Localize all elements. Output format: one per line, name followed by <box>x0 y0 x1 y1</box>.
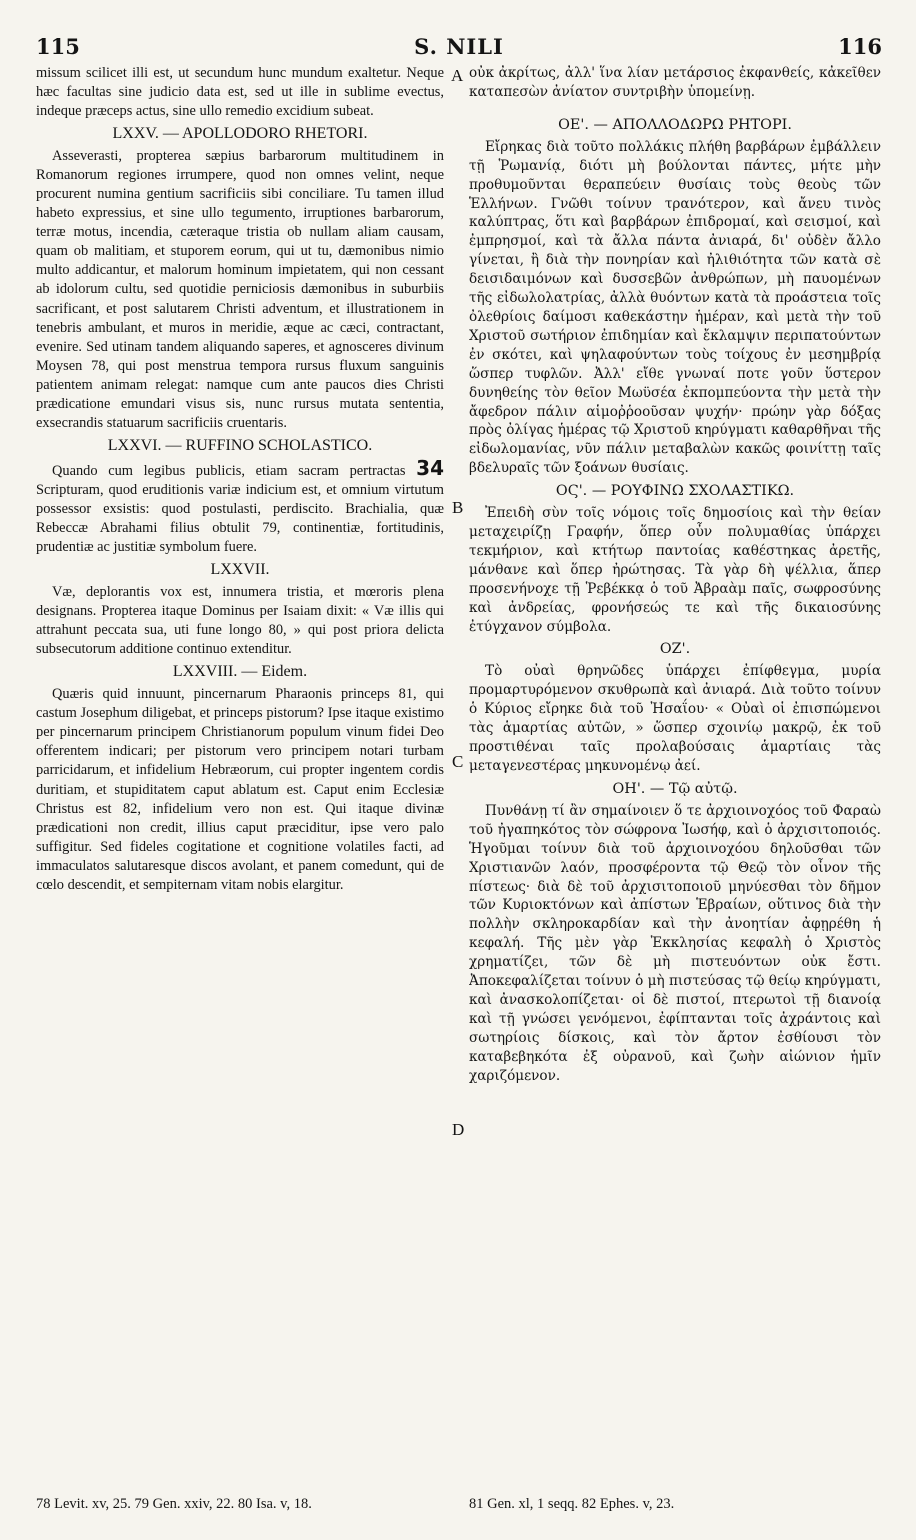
greek-heading-78: ΟΗ'. — Τῷ αὐτῷ. <box>612 780 738 797</box>
greek-heading-75: ΟΕ'. — ΑΠΟΛΛΟΔΩΡΩ ΡΗΤΟΡΙ. <box>558 116 792 133</box>
running-title: S. NILI <box>414 34 504 59</box>
latin-letter-76-b: Scripturam, quod eruditionis variæ indicium est, et omnium virtutum possessor exsistis: quod postulasti, perdiscito. Brachialia, quæ Rebeccæ Abrahami filius obtulit 79, continentiæ, fortitudinis, prudentiæ ac justitiæ symbolum fuere. <box>36 481 444 556</box>
section-marker-b: B <box>452 498 464 517</box>
latin-heading-78: LXXVIII. — Eidem. <box>172 663 308 681</box>
greek-letter-76: Ἐπειδὴ σὺν τοῖς νόμοις τοῖς δημοσίοις καὶ τὴν θείαν μεταχειρίζῃ Γραφήν, ὅπερ οὖν πολυμαθίας ὑπάρχει τεκμήριον, καὶ κτήτωρ παντοίας καθέστηκας ἀρετῆς, μάνθανε καὶ ὅπερ ἠρώτησας. Τὰ γὰρ δὴ ψέλλια, ἅπερ προσενήνοχε τῇ Ῥεβέκκᾳ ὁ τοῦ Ἀβραὰμ παῖς, σωφροσύνης καὶ ἀνδρείας, φρονήσεώς τε καὶ τῆς δικαιοσύνης ἐτύγχανον σύμβολα. <box>469 505 881 635</box>
footnotes <box>36 1496 882 1520</box>
page-number-left: 115 <box>36 34 80 59</box>
latin-column <box>36 64 444 895</box>
page-number-right: 116 <box>838 34 882 59</box>
latin-heading-77: LXXVII. <box>210 561 270 579</box>
greek-heading-77: ΟΖ'. <box>659 641 691 658</box>
latin-heading-76: LXXVI. — RUFFINO SCHOLASTICO. <box>107 436 373 454</box>
footnotes-left: 78 Levit. xv, 25. 79 Gen. xxiv, 22. 80 Isa. v, 18. <box>36 1496 312 1512</box>
latin-heading-75: LXXV. — APOLLODORO RHETORI. <box>112 125 368 143</box>
section-marker-a: A <box>451 66 464 85</box>
latin-letter-78: Quæris quid innuunt, pincernarum Pharaonis princeps 81, qui castum Josephum diligebat, et princeps pistorum? Ipse itaque existimo per pincernarum principem Christianorum populum vinum fidei Deo offerentem indicari; per pistorum vero principem notari turbam parricidarum, et infidelium Hebræorum, cui propter ingentem cordis duritiam, et stupiditatem caput ablatum est. Caput enim Ecclesiæ Christus est 82, infidelium vero non est. Qui itaque divinæ prædicationi non credit, illius caput præciditur, ipse vero palo suffigitur. Sed fideles cogitatione et cognitione volatiles facti, ad immaculatos salutaresque discos avolant, et panem comedunt, qui de cœlo descendit, et sempiternam vitam nobis elargitur. <box>36 686 444 893</box>
latin-intro: missum scilicet illi est, ut secundum hunc mundum exaltetur. Neque hæc facultas sine judicio data est, sed ut ille in sublime evectus, indeque præceps actus, sine ullo remedio excidium subeat. <box>36 65 444 120</box>
footnotes-right: 81 Gen. xl, 1 seqq. 82 Ephes. v, 23. <box>469 1496 675 1512</box>
greek-column <box>469 64 881 1086</box>
column-number: 34 <box>416 455 444 480</box>
latin-letter-77: Væ, deplorantis vox est, innumera tristia, et mœroris plena designans. Propterea itaque Dominus per Isaiam dixit: « Væ illis qui attrahunt peccata sua, uti fune longo 80, » qui post priora delicta subsecutorum additione continuo extenditur. <box>36 584 444 658</box>
section-marker-d: D <box>452 1120 465 1139</box>
latin-letter-76-a: Quando cum legibus publicis, etiam sacram pertractas <box>52 462 406 479</box>
latin-letter-76 <box>36 455 444 557</box>
greek-heading-76: ΟϚ'. — ΡΟΥΦΙΝΩ ΣΧΟΛΑΣΤΙΚΩ. <box>555 483 795 500</box>
latin-letter-75: Asseverasti, propterea sæpius barbarorum multitudinem in Romanorum regiones irrumpere, quod non omnes velint, neque procurent numina gentium sacrificiis sibi conciliare. Tu tamen illud habeto expressius, et sine ullo tegumento, irruptiones barbarorum, terræ motus, incendia, cæteraque tristia ob nullam aliam causam, quam ob malitiam, et stuporem eorum, qui ut tu, dæmonibus nimio multo addicantur, et malorum hominum impietatem, qui non cessant ab idolorum cultu, sed quotidie perniciosis dæmonibus in suburbiis sacrificant, et post salutarem Christi adventum, et illustrationem in tenebris ambulant, et muros in meridie, æque ac cæci, contractant, evenire. Sed utinam tandem aliquando saperes, et agnosceres divinum Moysen 78, qui post menstrua tempora rursus fluxum sanguinis patientem animam relegat: namque cum ante paucos dies Christi prædicatione emundari visus sis, nunc rursus mutata sententia, exsecrandis statuarum sacrificiis cruentaris. <box>36 148 444 431</box>
section-marker-c: C <box>452 752 464 771</box>
page-header <box>36 34 882 64</box>
greek-letter-75: Εἴρηκας διὰ τοῦτο πολλάκις πλήθη βαρβάρων ἐμβάλλειν τῇ Ῥωμανίᾳ, διότι μὴ βούλονται πάντες, μήτε μὴν προθυμοῦνται θεραπεύειν θυσίαις τοὺς θεοὺς τῶν Ἑλλήνων. Γνῶθι τοίνυν τρανότερον, καὶ ἄνευ τινὸς καλύπτρας, ὅτι καὶ βαρβάρων ἐπιδρομαί, καὶ σεισμοί, καὶ ἐμπρησμοί, καὶ τὰ ἄλλα πάντα ἀνιαρά, δι' οὐδὲν ἄλλο γίνεται, ἢ διὰ τὴν πονηρίαν καὶ ἠλιθιότητα τῶν κατὰ σὲ δεισιδαιμόνων καὶ δυσσεβῶν ἀνθρώπων, μὴ παυομένων τῆς εἰδωλολατρίας, ἀλλὰ θυόντων κατὰ τὰ προάστεια τοῖς ὀλεθρίοις δαίμοσι καθεκάστην ἡμέραν, καὶ μετὰ τὴν τοῦ Χριστοῦ σωτήριον ἐπιδημίαν καὶ ἔκλαμψιν περιπατούντων ἐν σκότει, καὶ ψηλαφούντων τοὺς τοίχους ἐν μεσημβρίᾳ ὥσπερ τυφλῶν. Ἀλλ' εἴθε γνωναί ποτε γοῦν ὕστερον δυνηθείης τὸν θεῖον Μωϋσέα ἐκπομπεύοντα τὴν μετὰ τὴν ἄφεδρον πάλιν αἱμοῤῥοοῦσαν ψυχήν· πρώην γὰρ δόξας πρὸς ὀλίγας ἡμέρας τῷ Χριστοῦ κηρύγματι καθαρθῆναι τῆς εἰδωλομανίας, νῦν πάλιν μεταβαλὼν κακῶς φοινίττῃ ταῖς βδελυραῖς τῶν ξοάνων θυσίαις. <box>469 138 881 477</box>
greek-letter-77: Τὸ οὐαὶ θρηνῶδες ὑπάρχει ἐπίφθεγμα, μυρία προμαρτυρόμενον σκυθρωπὰ καὶ ἀνιαρά. Διὰ τοῦτο τοίνυν ὁ Κύριος εἴρηκε διὰ τοῦ Ἠσαΐου· « Οὐαὶ οἱ ἐπισπώμενοι τὰς ἁμαρτίας αὐτῶν, » ὥσπερ σχοινίῳ μακρῷ, ἐκ τοῦ προστιθέναι ταῖς προλαβούσαις ἁμαρτίαις τὰς μεταγενεστέρας μηκυνομένῳ ἀεί. <box>469 663 881 774</box>
greek-intro: οὐκ ἀκρίτως, ἀλλ' ἵνα λίαν μετάρσιος ἐκφανθείς, κἀκεῖθεν καταπεσὼν ἀνίατον συντριβὴν ὑπομείνῃ. <box>469 65 881 100</box>
greek-letter-78: Πυνθάνῃ τί ἂν σημαίνοιεν ὅ τε ἀρχιοινοχόος τοῦ Φαραὼ τοῦ ἠγαπηκότος τὸν σώφρονα Ἰωσήφ, καὶ ὁ ἀρχισιτοποιός. Ἡγοῦμαι τοίνυν διὰ τοῦ ἀρχιοινοχόου δηλοῦσθαι τῶν Χριστιανῶν λαόν, προσφέροντα τῷ Θεῷ τὸν οἶνον τῆς πίστεως· διὰ δὲ τοῦ ἀρχισιτοποιοῦ μηνύεσθαι τὸν δῆμον τῶν Κυριοκτόνων καὶ ἀπίστων Ἑβραίων, οὕτινος διὰ τὴν πολλὴν σκληροκαρδίαν καὶ τὴν ἀνοητίαν ἀφῃρέθη ἡ κεφαλή. Τῆς μὲν γὰρ Ἐκκλησίας κεφαλὴ ὁ Χριστὸς χρηματίζει, τῶν δὲ μὴ πιστευόντων οὐκ ἔστι. Ἀποκεφαλίζεται τοίνυν ὁ μὴ πιστεύσας τῷ θείῳ κηρύγματι, καὶ ἀνασκολοπίζεται· οἱ δὲ πιστοί, πτερωτοὶ τῇ διανοίᾳ καὶ τῇ γνώσει γενόμενοι, ἐφίπτανται τοῖς ἀχράντοις καὶ σωτηρίοις δίσκοις, καὶ τὸν ἄρτον ἐσθίουσι τὸν καταβεβηκότα ἐξ οὐρανοῦ, καὶ ζωὴν αἰώνιον ἡμῖν χαριζόμενον. <box>469 802 881 1084</box>
